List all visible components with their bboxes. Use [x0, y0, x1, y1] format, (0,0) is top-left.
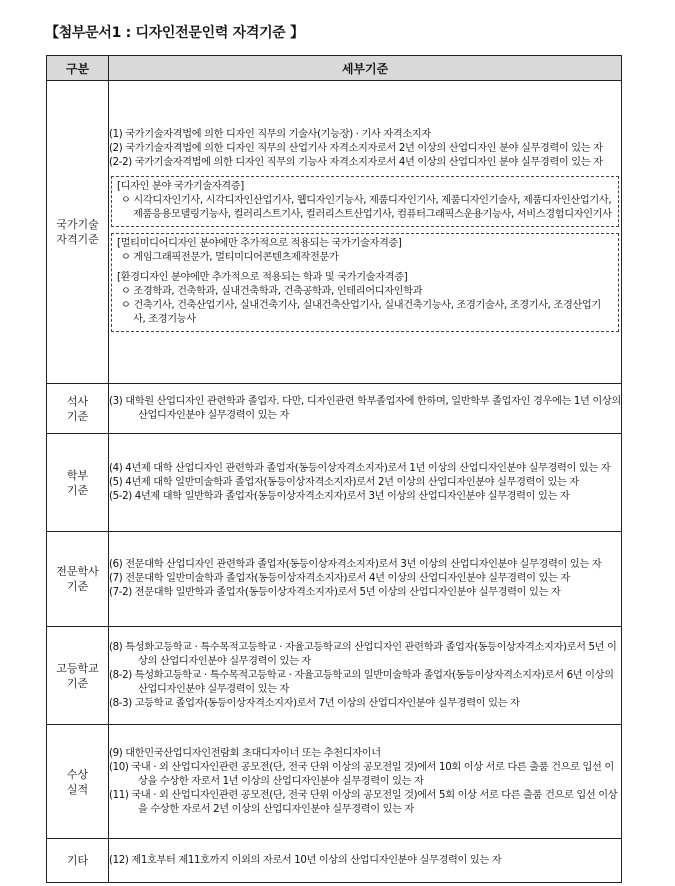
box-heading: [멀티미디어디자인 분야에만 추가적으로 적용되는 국가기술자격증] [117, 238, 402, 249]
criteria-item: (7-2) 전문대학 일반학과 졸업자(동등이상자격소지자)로서 5년 이상의 산업디자인분야 실무경력이 있는 자 [109, 587, 561, 598]
category-label: 자격기준 [56, 233, 99, 246]
category-label: 학부 [66, 468, 89, 482]
criteria-item: (11) 국내 · 외 산업디자인관련 공모전(단, 전국 단위 이상의 공모전일 것)에서 5회 이상 서로 다른 출품 건으로 입선 이상을 수상한 자로서 2년 이상의 산업디자인분야 실무경력이 있는 자 [109, 789, 618, 815]
row-criteria [109, 81, 622, 384]
criteria-item: (10) 국내 · 외 산업디자인관련 공모전(단, 전국 단위 이상의 공모전일 것)에서 10회 이상 서로 다른 출품 건으로 입선 이상을 수상한 자로서 1년 이상의 산업디자인분야 실무경력이 있는 자 [109, 761, 614, 787]
row-category [47, 627, 109, 725]
category-label: 기준 [66, 580, 89, 593]
table-row [47, 839, 622, 883]
box-heading: [디자인 분야 국가기술자격증] [117, 181, 244, 192]
row-criteria [109, 384, 622, 434]
table-row [47, 532, 622, 627]
criteria-item: (1) 국가기술자격법에 의한 디자인 직무의 기술사(기능장) · 기사 자격소지자 [109, 129, 431, 140]
category-label: 고등학교 [56, 661, 99, 675]
criteria-item: (6) 전문대학 산업디자인 관련학과 졸업자(동등이상자격소지자)로서 3년 이상의 산업디자인분야 실무경력이 있는 자 [109, 559, 602, 570]
table-row [47, 725, 622, 839]
criteria-item: (3) 대학원 산업디자인 관련학과 졸업자. 다만, 디자인관련 학부졸업자에 한하며, 일반학부 졸업자인 경우에는 1년 이상의 산업디자인분야 실무경력이 있는 자 [109, 395, 621, 421]
box-line: ㅇ 시각디자인기사, 시각디자인산업기사, 웹디자인기능사, 제품디자인기사, 제품디자인기술사, 제품디자인산업기사, 제품응용모델링기능사, 컬러리스트기사, 컬러리스트산업기사, 컴퓨터그래픽스운용기능사, 서비스경험디자인기사 [121, 195, 612, 220]
row-criteria [109, 434, 622, 532]
category-label: 기준 [66, 409, 89, 423]
box-line: ㅇ 조경학과, 건축학과, 실내건축학과, 건축공학과, 인테리어디자인학과 [121, 286, 423, 297]
additional-cert-box [111, 233, 619, 332]
category-label: 기준 [66, 483, 89, 497]
category-label: 수상 [66, 767, 89, 781]
criteria-item: (8-2) 특성화고등학교 · 특수목적고등학교 · 자율고등학교의 일반미술학과 졸업자(동등이상자격소지자)로서 6년 이상의 산업디자인분야 실무경력이 있는 자 [109, 669, 614, 695]
row-category [47, 725, 109, 839]
row-criteria [109, 532, 622, 627]
criteria-item: (2) 국가기술자격법에 의한 디자인 직무의 산업기사 자격소지자로서 2년 이상의 산업디자인 분야 실무경력이 있는 자 [109, 143, 603, 154]
row-criteria [109, 725, 622, 839]
criteria-item: (8-3) 고등학교 졸업자(동등이상자격소지자)로서 7년 이상의 산업디자인분야 실무경력이 있는 자 [109, 697, 520, 709]
box-line: ㅇ 게임그래픽전문가, 멀티미디어콘텐츠제작전문가 [121, 252, 339, 263]
criteria-item: (5) 4년제 대학 일반미술학과 졸업자(동등이상자격소지자)로서 2년 이상의 산업디자인분야 실무경력이 있는 자 [109, 476, 579, 488]
header-category: 구분 [47, 56, 109, 81]
row-criteria [109, 627, 622, 725]
table-row [47, 384, 622, 434]
table-header-row [47, 56, 622, 81]
table-row [47, 81, 622, 384]
category-label: 국가기술 [56, 218, 99, 231]
table-row [47, 627, 622, 725]
category-label: 기타 [66, 854, 89, 867]
box-heading: [환경디자인 분야에만 추가적으로 적용되는 학과 및 국가기술자격증] [117, 272, 408, 283]
row-category [47, 81, 109, 384]
category-label: 실적 [66, 782, 89, 796]
box-line: ㅇ 건축기사, 건축산업기사, 실내건축기사, 실내건축산업기사, 실내건축기능사, 조경기술사, 조경기사, 조경산업기사, 조경기능사 [121, 300, 601, 325]
row-category [47, 384, 109, 434]
design-cert-box [111, 176, 619, 227]
table-row [47, 434, 622, 532]
criteria-item: (7) 전문대학 일반미술학과 졸업자(동등이상자격소지자)로서 4년 이상의 산업디자인분야 실무경력이 있는 자 [109, 573, 570, 584]
criteria-item: (12) 제1호부터 제11호까지 이외의 자로서 10년 이상의 산업디자인분야 실무경력이 있는 자 [109, 854, 502, 866]
criteria-item: (4) 4년제 대학 산업디자인 관련학과 졸업자(동등이상자격소지자)로서 1년 이상의 산업디자인분야 실무경력이 있는 자 [109, 462, 611, 474]
row-category [47, 434, 109, 532]
row-category [47, 532, 109, 627]
criteria-item: (5-2) 4년제 대학 일반학과 졸업자(동등이상자격소지자)로서 3년 이상의 산업디자인분야 실무경력이 있는 자 [109, 490, 570, 502]
row-category [47, 839, 109, 883]
header-criteria: 세부기준 [109, 56, 622, 81]
criteria-item: (9) 대한민국산업디자인전람회 초대디자이너 또는 추천디자이너 [109, 747, 381, 759]
document-title: 【첨부문서1 : 디자인전문인력 자격기준 】 [45, 25, 304, 41]
criteria-table [46, 55, 622, 883]
category-label: 석사 [66, 394, 89, 408]
criteria-item: (2-2) 국가기술자격법에 의한 디자인 직무의 기능사 자격소지자로서 4년 이상의 산업디자인 분야 실무경력이 있는 자 [109, 157, 603, 168]
category-label: 기준 [66, 676, 89, 690]
row-criteria [109, 839, 622, 883]
criteria-item: (8) 특성화고등학교 · 특수목적고등학교 · 자율고등학교의 산업디자인 관련학과 졸업자(동등이상자격소지자)로서 5년 이상의 산업디자인분야 실무경력이 있는 자 [109, 641, 617, 667]
category-label: 전문학사 [56, 565, 99, 578]
